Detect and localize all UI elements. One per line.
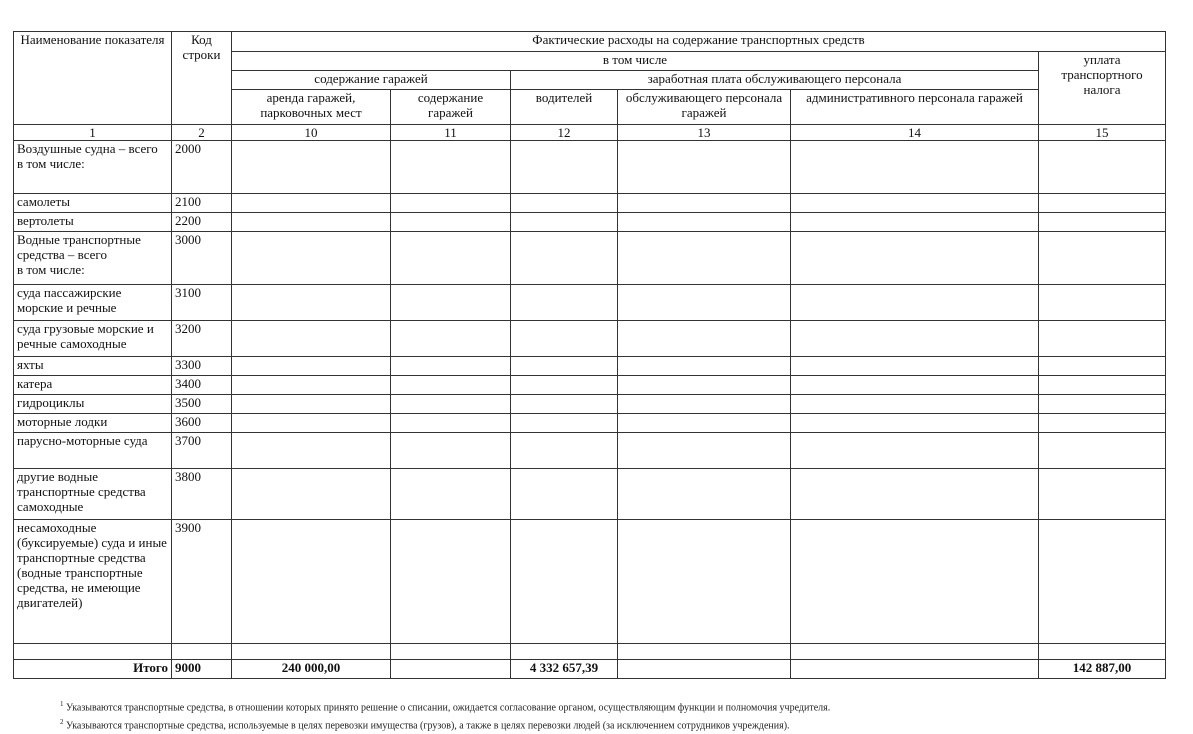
footnote-mark: 2 bbox=[60, 718, 64, 727]
row-code: 3000 bbox=[172, 232, 232, 285]
row-name: вертолеты bbox=[14, 213, 172, 232]
table-row bbox=[14, 141, 1166, 194]
row-code: 3300 bbox=[172, 357, 232, 376]
footnotes bbox=[60, 697, 830, 734]
table-row bbox=[14, 376, 1166, 395]
row-name: суда грузовые морские и речные самоходные bbox=[14, 321, 172, 357]
row-name: парусно-моторные суда bbox=[14, 433, 172, 469]
total-row bbox=[14, 660, 1166, 679]
row-name: другие водные транспортные средства самоходные bbox=[14, 469, 172, 520]
row-code: 3900 bbox=[172, 520, 232, 644]
col-number: 14 bbox=[791, 125, 1039, 141]
header-transport-tax: уплата транспортного налога bbox=[1039, 52, 1166, 125]
table-row bbox=[14, 232, 1166, 285]
table-row bbox=[14, 469, 1166, 520]
header-code: Код строки bbox=[172, 32, 232, 125]
row-name: суда пассажирские морские и речные bbox=[14, 285, 172, 321]
row-name: гидроциклы bbox=[14, 395, 172, 414]
row-name: Воздушные судна – всего в том числе: bbox=[14, 141, 172, 194]
col-number: 10 bbox=[232, 125, 391, 141]
table-row bbox=[14, 194, 1166, 213]
col-number: 11 bbox=[391, 125, 511, 141]
header-garage-maintenance: содержание гаражей bbox=[232, 71, 511, 90]
total-transport-tax: 142 887,00 bbox=[1039, 660, 1166, 679]
col-number: 12 bbox=[511, 125, 618, 141]
row-name: моторные лодки bbox=[14, 414, 172, 433]
header-garage-rent: аренда гаражей, парковочных мест bbox=[232, 90, 391, 125]
column-numbers-row bbox=[14, 125, 1166, 141]
row-code: 2200 bbox=[172, 213, 232, 232]
footnote-text: Указываются транспортные средства, используемые в целях перевозки имущества (грузов), а также в целях перевозки людей (за исключением сотрудников учреждения). bbox=[66, 720, 790, 732]
row-name: Водные транспортные средства – всего в том числе: bbox=[14, 232, 172, 285]
table-row-empty bbox=[14, 644, 1166, 660]
footnote-text: Указываются транспортные средства, в отношении которых принято решение о списании, ожидается согласование органом, осуществляющим функции и полномочия учредителя. bbox=[66, 702, 831, 714]
header-admin-staff: административного персонала гаражей bbox=[791, 90, 1039, 125]
total-garage-rent: 240 000,00 bbox=[232, 660, 391, 679]
col-number: 2 bbox=[172, 125, 232, 141]
row-code: 2100 bbox=[172, 194, 232, 213]
table-row bbox=[14, 213, 1166, 232]
row-name: катера bbox=[14, 376, 172, 395]
header-actual-expenses: Фактические расходы на содержание транспортных средств bbox=[232, 32, 1166, 52]
table-row bbox=[14, 285, 1166, 321]
header-garage-upkeep: содержание гаражей bbox=[391, 90, 511, 125]
header-salary: заработная плата обслуживающего персонала bbox=[511, 71, 1039, 90]
total-drivers: 4 332 657,39 bbox=[511, 660, 618, 679]
row-code: 3200 bbox=[172, 321, 232, 357]
header-including: в том числе bbox=[232, 52, 1039, 71]
table-row bbox=[14, 395, 1166, 414]
total-label: Итого bbox=[14, 660, 172, 679]
row-code: 3500 bbox=[172, 395, 232, 414]
header-name: Наименование показателя bbox=[14, 32, 172, 125]
table-row bbox=[14, 321, 1166, 357]
col-number: 15 bbox=[1039, 125, 1166, 141]
row-code: 3800 bbox=[172, 469, 232, 520]
row-name: несамоходные (буксируемые) суда и иные транспортные средства (водные транспортные средства, не имеющие двигателей) bbox=[14, 520, 172, 644]
table-row bbox=[14, 433, 1166, 469]
row-code: 3400 bbox=[172, 376, 232, 395]
footnote-mark: 1 bbox=[60, 700, 64, 708]
table-row bbox=[14, 414, 1166, 433]
footnote bbox=[60, 697, 830, 715]
expenses-table bbox=[13, 31, 1166, 679]
row-code: 3600 bbox=[172, 414, 232, 433]
table-row bbox=[14, 520, 1166, 644]
col-number: 1 bbox=[14, 125, 172, 141]
footnote bbox=[60, 715, 830, 733]
row-code: 3700 bbox=[172, 433, 232, 469]
row-name: яхты bbox=[14, 357, 172, 376]
header-drivers: водителей bbox=[511, 90, 618, 125]
total-code: 9000 bbox=[172, 660, 232, 679]
col-number: 13 bbox=[618, 125, 791, 141]
row-code: 2000 bbox=[172, 141, 232, 194]
header-garage-staff: обслуживающего персонала гаражей bbox=[618, 90, 791, 125]
row-code: 3100 bbox=[172, 285, 232, 321]
table-row bbox=[14, 357, 1166, 376]
row-name: самолеты bbox=[14, 194, 172, 213]
